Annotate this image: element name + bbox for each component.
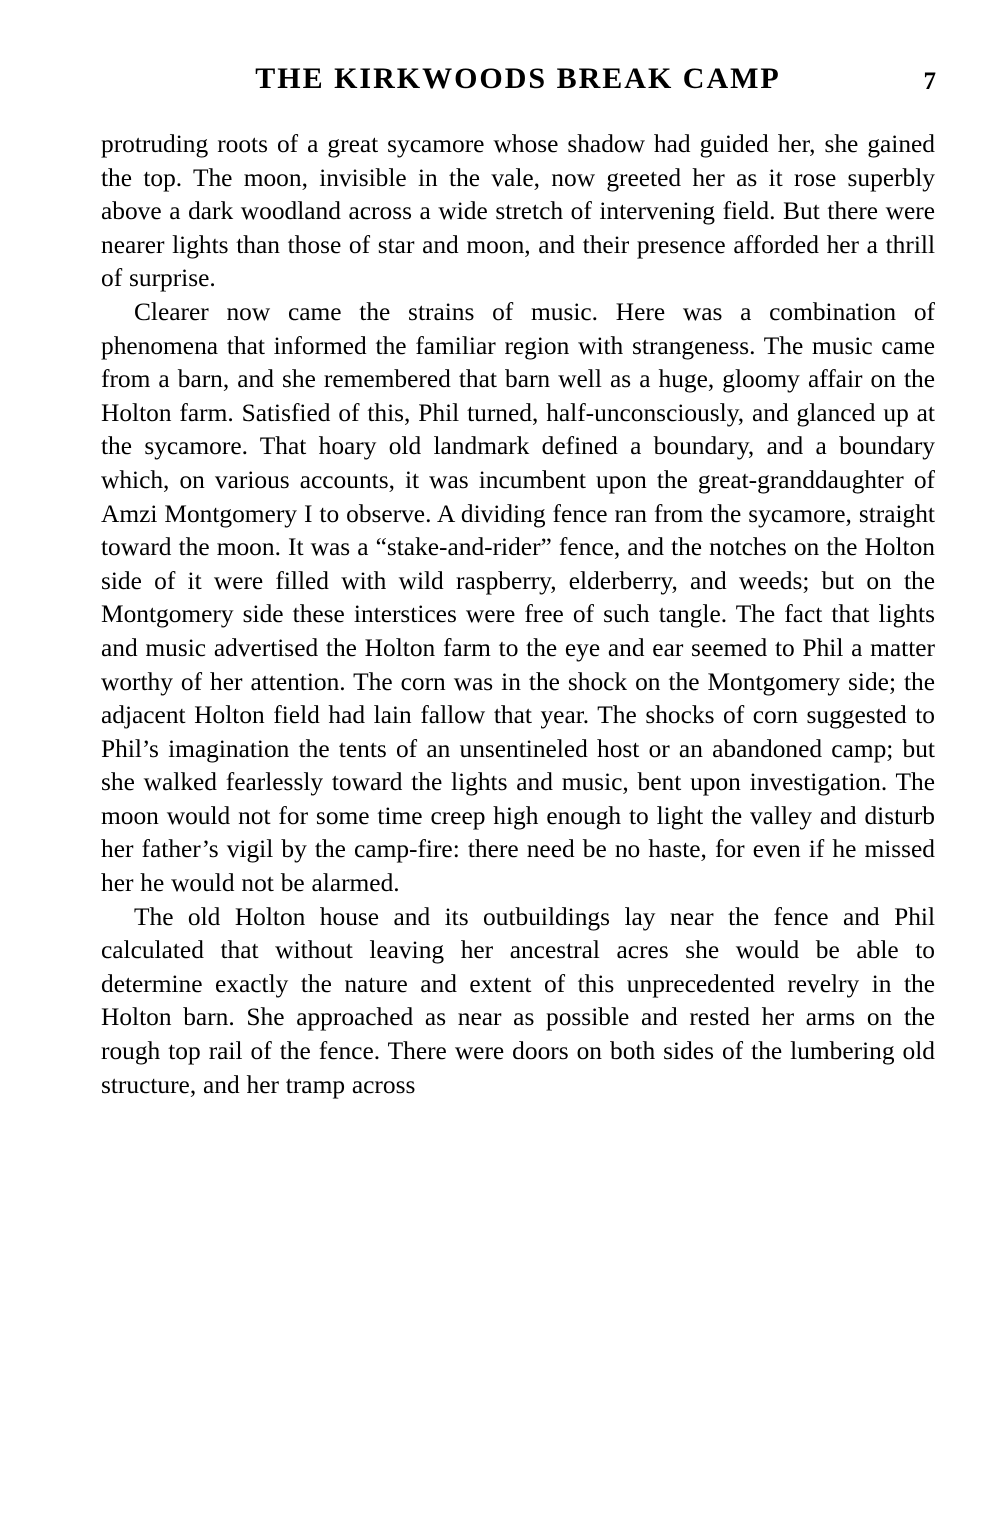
paragraph-1: protruding roots of a great sycamore whose shadow had guided her, she gained the top. The moon, invisible in the vale, now greeted her as it rose superbly above a dark woodland across a wide stretch of intervening field. But there were nearer lights than those of star and moon, and their presence afforded her a thrill of surprise. xyxy=(101,130,935,293)
paragraph-3: The old Holton house and its outbuildings lay near the fence and Phil calculated that without leaving her ancestral acres she would be able to determine exactly the nature and extent of this unprecedented revelry in the Holton barn. She approached as near as possible and rested her arms on the rough top rail of the fence. There were doors on both sides of the lumbering old structure, and her tramp across xyxy=(101,902,935,1099)
page-body xyxy=(101,128,935,1102)
page-header xyxy=(100,62,936,106)
paragraph-2: Clearer now came the strains of music. Here was a combination of phenomena that informed the familiar region with strangeness. The music came from a barn, and she remembered that barn well as a huge, gloomy affair on the Holton farm. Satisfied of this, Phil turned, half-unconsciously, and glanced up at the sycamore. That hoary old landmark defined a boundary, and a boundary which, on various accounts, it was incumbent upon the great-granddaughter of Amzi Montgomery I to observe. A dividing fence ran from the sycamore, straight toward the moon. It was a “stake-and-rider” fence, and the notches on the Holton side of it were filled with wild raspberry, elderberry, and weeds; but on the Montgomery side these interstices were free of such tangle. The fact that lights and music advertised the Holton farm to the eye and ear seemed to Phil a matter worthy of her attention. The corn was in the shock on the Montgomery side; the adjacent Holton field had lain fallow that year. The shocks of corn suggested to Phil’s imagination the tents of an unsentineled host or an abandoned camp; but she walked fearlessly toward the lights and music, bent upon investigation. The moon would not for some time creep high enough to light the valley and disturb her father’s vigil by the camp-fire: there need be no haste, for even if he missed her he would not be alarmed. xyxy=(101,297,935,898)
page-number: 7 xyxy=(923,68,936,95)
running-head: THE KIRKWOODS BREAK CAMP xyxy=(255,62,781,95)
